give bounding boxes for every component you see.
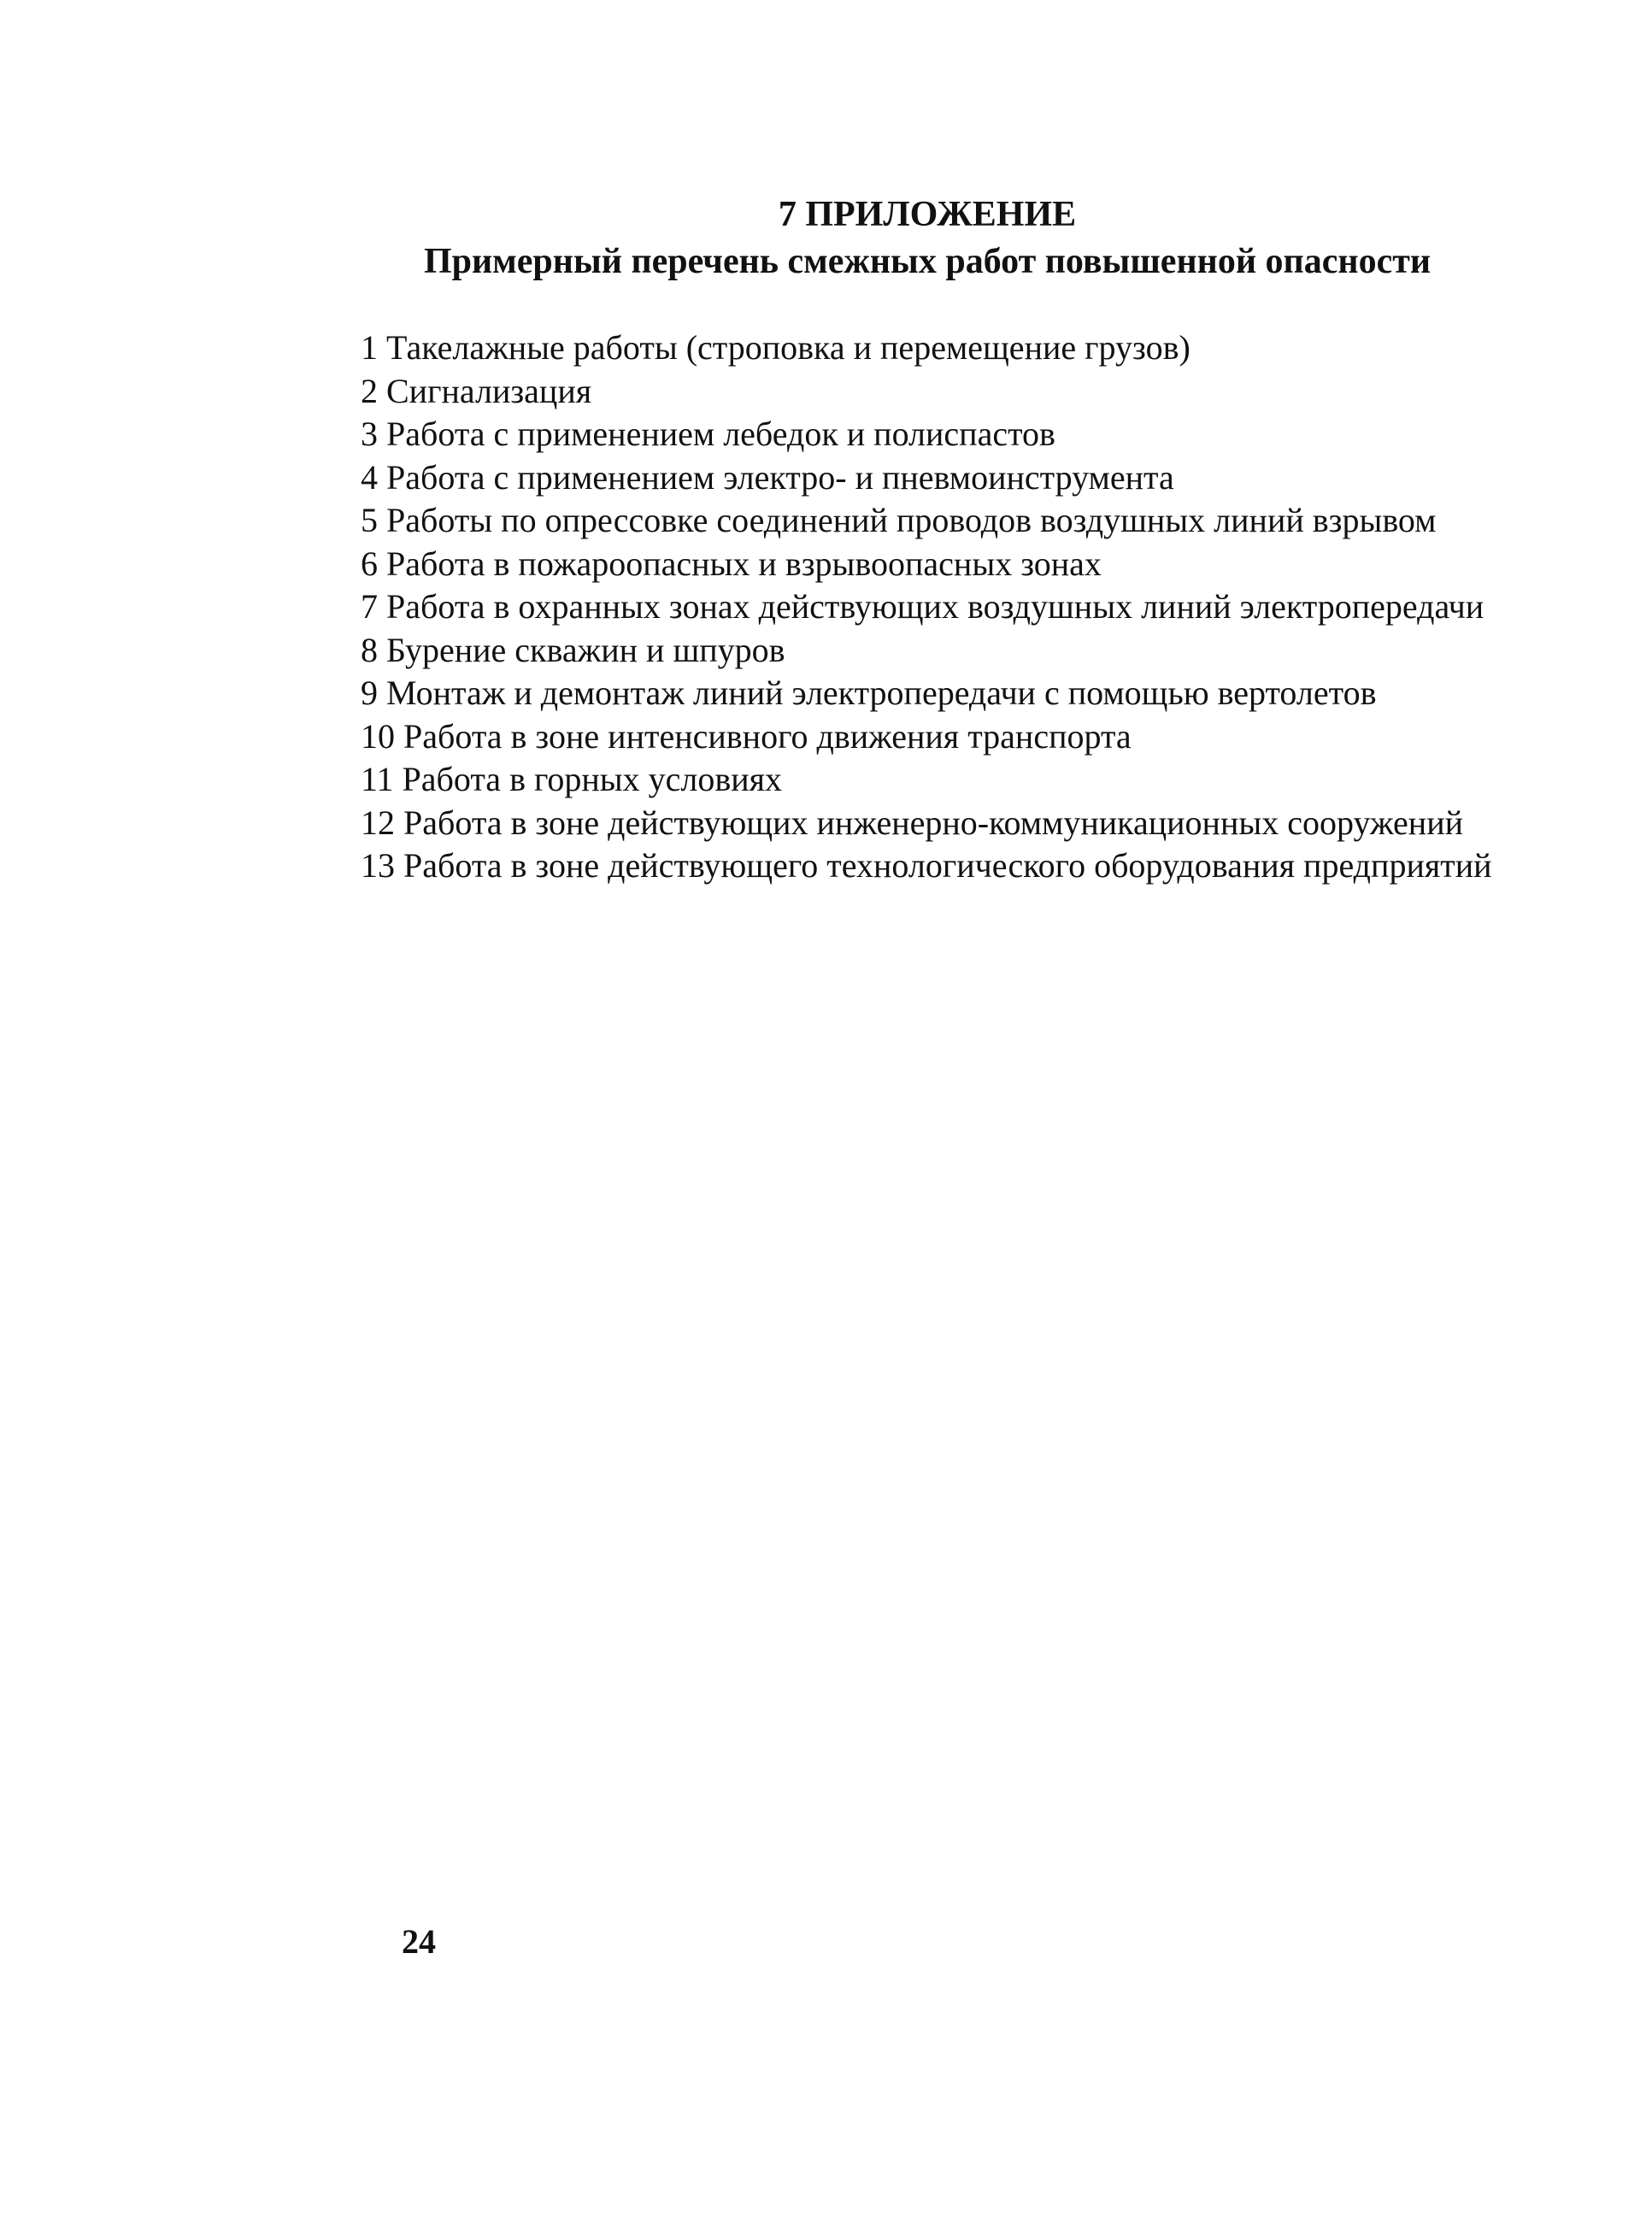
list-item: 12 Работа в зоне действующих инженерно-коммуникационных сооружений: [361, 803, 1464, 842]
list-item: 10 Работа в зоне интенсивного движения транспорта: [361, 716, 1132, 756]
list-item: 5 Работы по опрессовке соединений проводов воздушных линий взрывом: [361, 501, 1437, 539]
list-item: 9 Монтаж и демонтаж линий электропередачи с помощью вертолетов: [361, 674, 1377, 712]
hazardous-works-list: [361, 327, 1499, 888]
list-item: 4 Работа с применением электро- и пневмоинструмента: [361, 457, 1174, 497]
appendix-heading: 7 ПРИЛОЖЕНИЕ: [778, 195, 1077, 234]
list-item: 13 Работа в зоне действующего технологического оборудования предприятий: [361, 846, 1492, 885]
list-item: 8 Бурение скважин и шпуров: [361, 630, 785, 669]
appendix-title: Примерный перечень смежных работ повышенной опасности: [423, 242, 1432, 281]
list-item: 1 Такелажные работы (строповка и перемещение грузов): [361, 328, 1190, 367]
list-item: 2 Сигнализация: [361, 371, 592, 410]
page-number: 24: [402, 1922, 436, 1961]
list-item: 7 Работа в охранных зонах действующих воздушных линий электропередачи: [361, 587, 1484, 626]
list-item: 6 Работа в пожароопасных и взрывоопасных зонах: [361, 544, 1102, 583]
list-item: 3 Работа с применением лебедок и полиспастов: [361, 415, 1055, 453]
list-item: 11 Работа в горных условиях: [361, 760, 783, 798]
